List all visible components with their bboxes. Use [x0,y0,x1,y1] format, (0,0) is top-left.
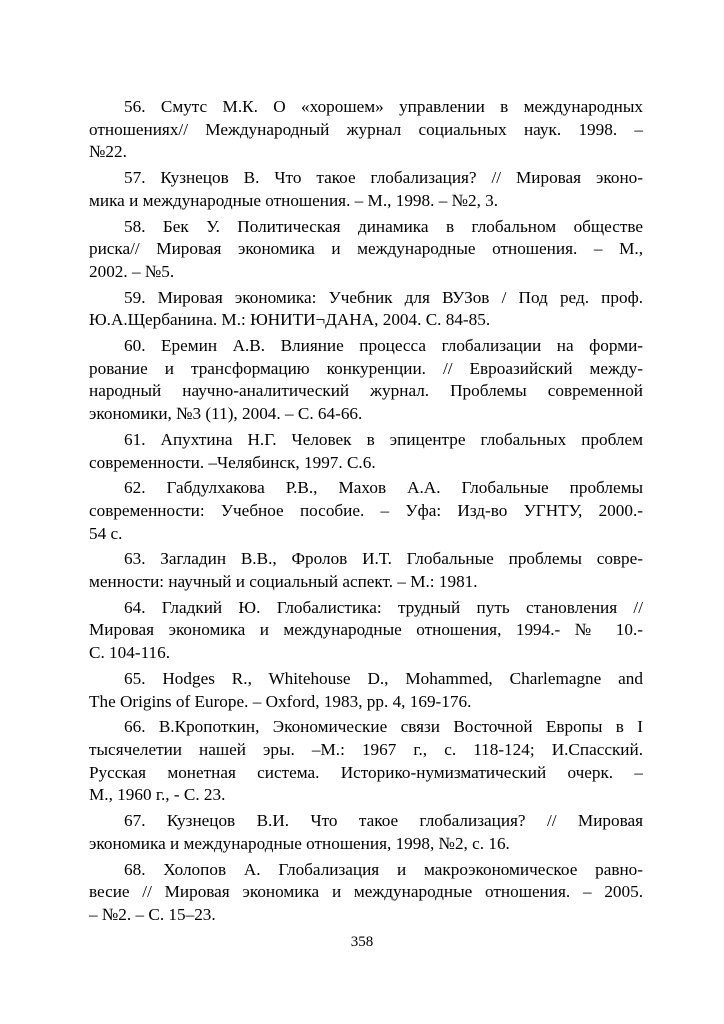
reference-line: Ю.А.Щербанина. М.: ЮНИТИ¬ДАНА, 2004. С. 84-85. [89,310,491,330]
reference-line: 64. Гладкий Ю. Глобалистика: трудный путь становления // [124,597,643,617]
reference-line: Мировая экономика и международные отношения, 1994.- № 10.- [89,620,643,640]
reference-line: весие // Мировая экономика и международные отношения. – 2005. [89,882,643,902]
reference-line: экономики, №3 (11), 2004. – С. 64-66. [89,404,363,424]
reference-line: 57. Кузнецов В. Что такое глобализация? // Мировая эконо- [124,168,643,188]
reference-entry-56 [89,96,643,164]
reference-entry-64 [89,597,643,665]
reference-line: 68. Холопов А. Глобализация и макроэкономическое равно- [124,859,643,879]
reference-line: отношениях// Международный журнал социальных наук. 1998. – [89,119,643,139]
reference-entry-67 [89,810,643,855]
reference-entry-57 [89,167,643,212]
reference-entry-63 [89,548,643,593]
reference-line: 61. Апухтина Н.Г. Человек в эпицентре глобальных проблем [124,429,643,449]
reference-line: – №2. – С. 15–23. [89,904,216,924]
reference-entry-65 [89,668,643,713]
reference-line: 54 с. [89,523,123,543]
reference-line: М., 1960 г., - С. 23. [89,785,226,805]
reference-line: 67. Кузнецов В.И. Что такое глобализация? // Мировая [124,811,643,831]
reference-line: 65. Hodges R., Whitehouse D., Mohammed, Charlemagne and [124,668,643,688]
reference-line: тысячелетии нашей эры. –М.: 1967 г., с. 118-124; И.Спасский. [89,739,643,759]
reference-line: экономика и международные отношения, 1998, №2, с. 16. [89,833,510,853]
reference-list [89,96,643,930]
reference-line: менности: научный и социальный аспект. – М.: 1981. [89,572,478,592]
reference-entry-58 [89,216,643,284]
reference-line: современности. –Челябинск, 1997. С.6. [89,452,376,472]
reference-line: современности: Учебное пособие. – Уфа: Изд-во УГНТУ, 2000.- [89,500,643,520]
reference-entry-68 [89,859,643,927]
reference-entry-60 [89,335,643,426]
reference-line: народный научно-аналитический журнал. Проблемы современной [89,381,643,401]
reference-line: Русская монетная система. Историко-нумизматический очерк. – [89,762,643,782]
reference-line: мика и международные отношения. – М., 1998. – №2, 3. [89,190,499,210]
reference-entry-59 [89,287,643,332]
reference-line: риска// Мировая экономика и международные отношения. – М., [89,239,643,259]
reference-line: 63. Загладин В.В., Фролов И.Т. Глобальные проблемы совре- [124,549,643,569]
reference-entry-66 [89,716,643,807]
reference-line: 66. В.Кропоткин, Экономические связи Восточной Европы в I [124,717,643,737]
reference-line: 2002. – №5. [89,261,175,281]
reference-line: 60. Еремин А.В. Влияние процесса глобализации на форми- [124,336,643,356]
reference-line: №22. [89,142,127,162]
reference-line: 62. Габдулхакова Р.В., Махов А.А. Глобальные проблемы [124,478,643,498]
reference-line: 56. Смутс М.К. О «хорошем» управлении в международных [124,97,643,116]
reference-line: The Origins of Europe. – Oxford, 1983, pp. 4, 169-176. [89,691,472,711]
reference-line: 59. Мировая экономика: Учебник для ВУЗов / Под ред. проф. [124,287,643,307]
page-number: 358 [350,934,374,950]
reference-line: рование и трансформацию конкуренции. // Евроазийский между- [89,358,643,378]
reference-line: С. 104-116. [89,643,171,663]
reference-entry-61 [89,429,643,474]
reference-line: 58. Бек У. Политическая динамика в глобальном обществе [124,216,643,236]
reference-entry-62 [89,477,643,545]
